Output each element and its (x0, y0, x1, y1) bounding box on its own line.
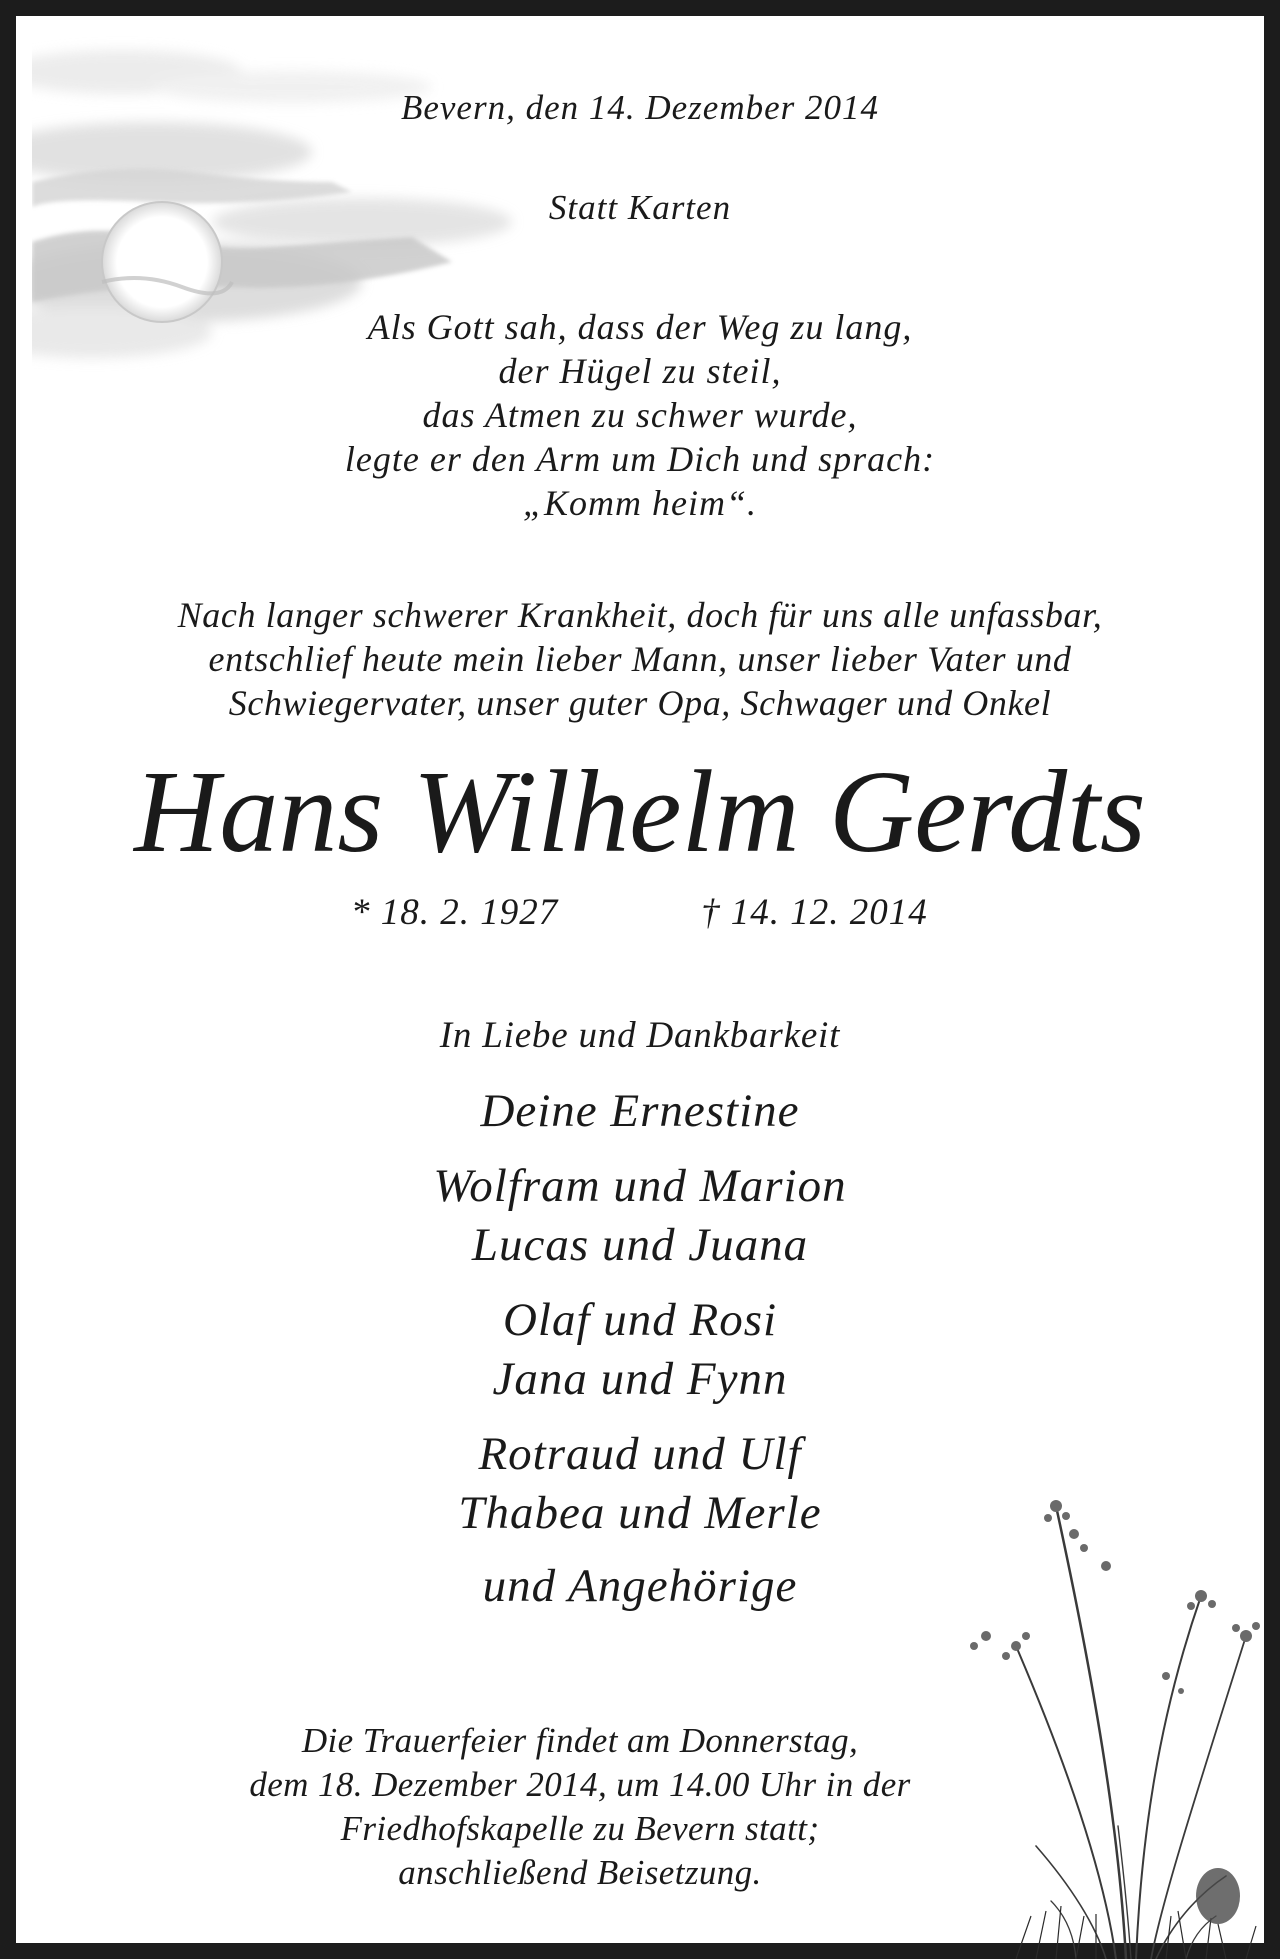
poem-line: Als Gott sah, dass der Weg zu lang, (367, 307, 913, 347)
mourners-heading: In Liebe und Dankbarkeit (439, 1015, 841, 1056)
intro-line: entschlief heute mein lieber Mann, unser lieber Vater und (208, 639, 1072, 679)
mourner-line: Olaf und Rosi (502, 1294, 778, 1346)
service-line: dem 18. Dezember 2014, um 14.00 Uhr in der (249, 1765, 911, 1804)
poem-line: der Hügel zu steil, (498, 351, 782, 391)
birth-date: * 18. 2. 1927 (351, 892, 559, 933)
poem-line: legte er den Arm um Dich und sprach: (344, 439, 936, 479)
service-line: anschließend Beisetzung. (398, 1853, 762, 1892)
mourner-line: und Angehörige (482, 1560, 798, 1612)
poem-line: das Atmen zu schwer wurde, (422, 395, 858, 435)
intro-line: Schwiegervater, unser guter Opa, Schwager und Onkel (228, 683, 1052, 723)
mourner-line: Deine Ernestine (480, 1085, 800, 1137)
statt-karten: Statt Karten (548, 188, 732, 227)
service-line: Die Trauerfeier findet am Donnerstag, (301, 1721, 859, 1760)
mourner-line: Wolfram und Marion (433, 1160, 847, 1212)
death-date: † 14. 12. 2014 (701, 892, 928, 933)
deceased-name: Hans Wilhelm Gerdts (134, 746, 1146, 877)
mourner-line: Jana und Fynn (492, 1353, 788, 1405)
place-date: Bevern, den 14. Dezember 2014 (400, 88, 880, 127)
intro-line: Nach langer schwerer Krankheit, doch für uns alle unfassbar, (177, 595, 1103, 635)
poem-line: „Komm heim“. (522, 483, 758, 523)
mourner-line: Thabea und Merle (458, 1487, 822, 1539)
service-line: Friedhofskapelle zu Bevern statt; (340, 1809, 820, 1848)
mourner-line: Rotraud und Ulf (478, 1428, 802, 1480)
mourner-line: Lucas und Juana (471, 1219, 809, 1271)
